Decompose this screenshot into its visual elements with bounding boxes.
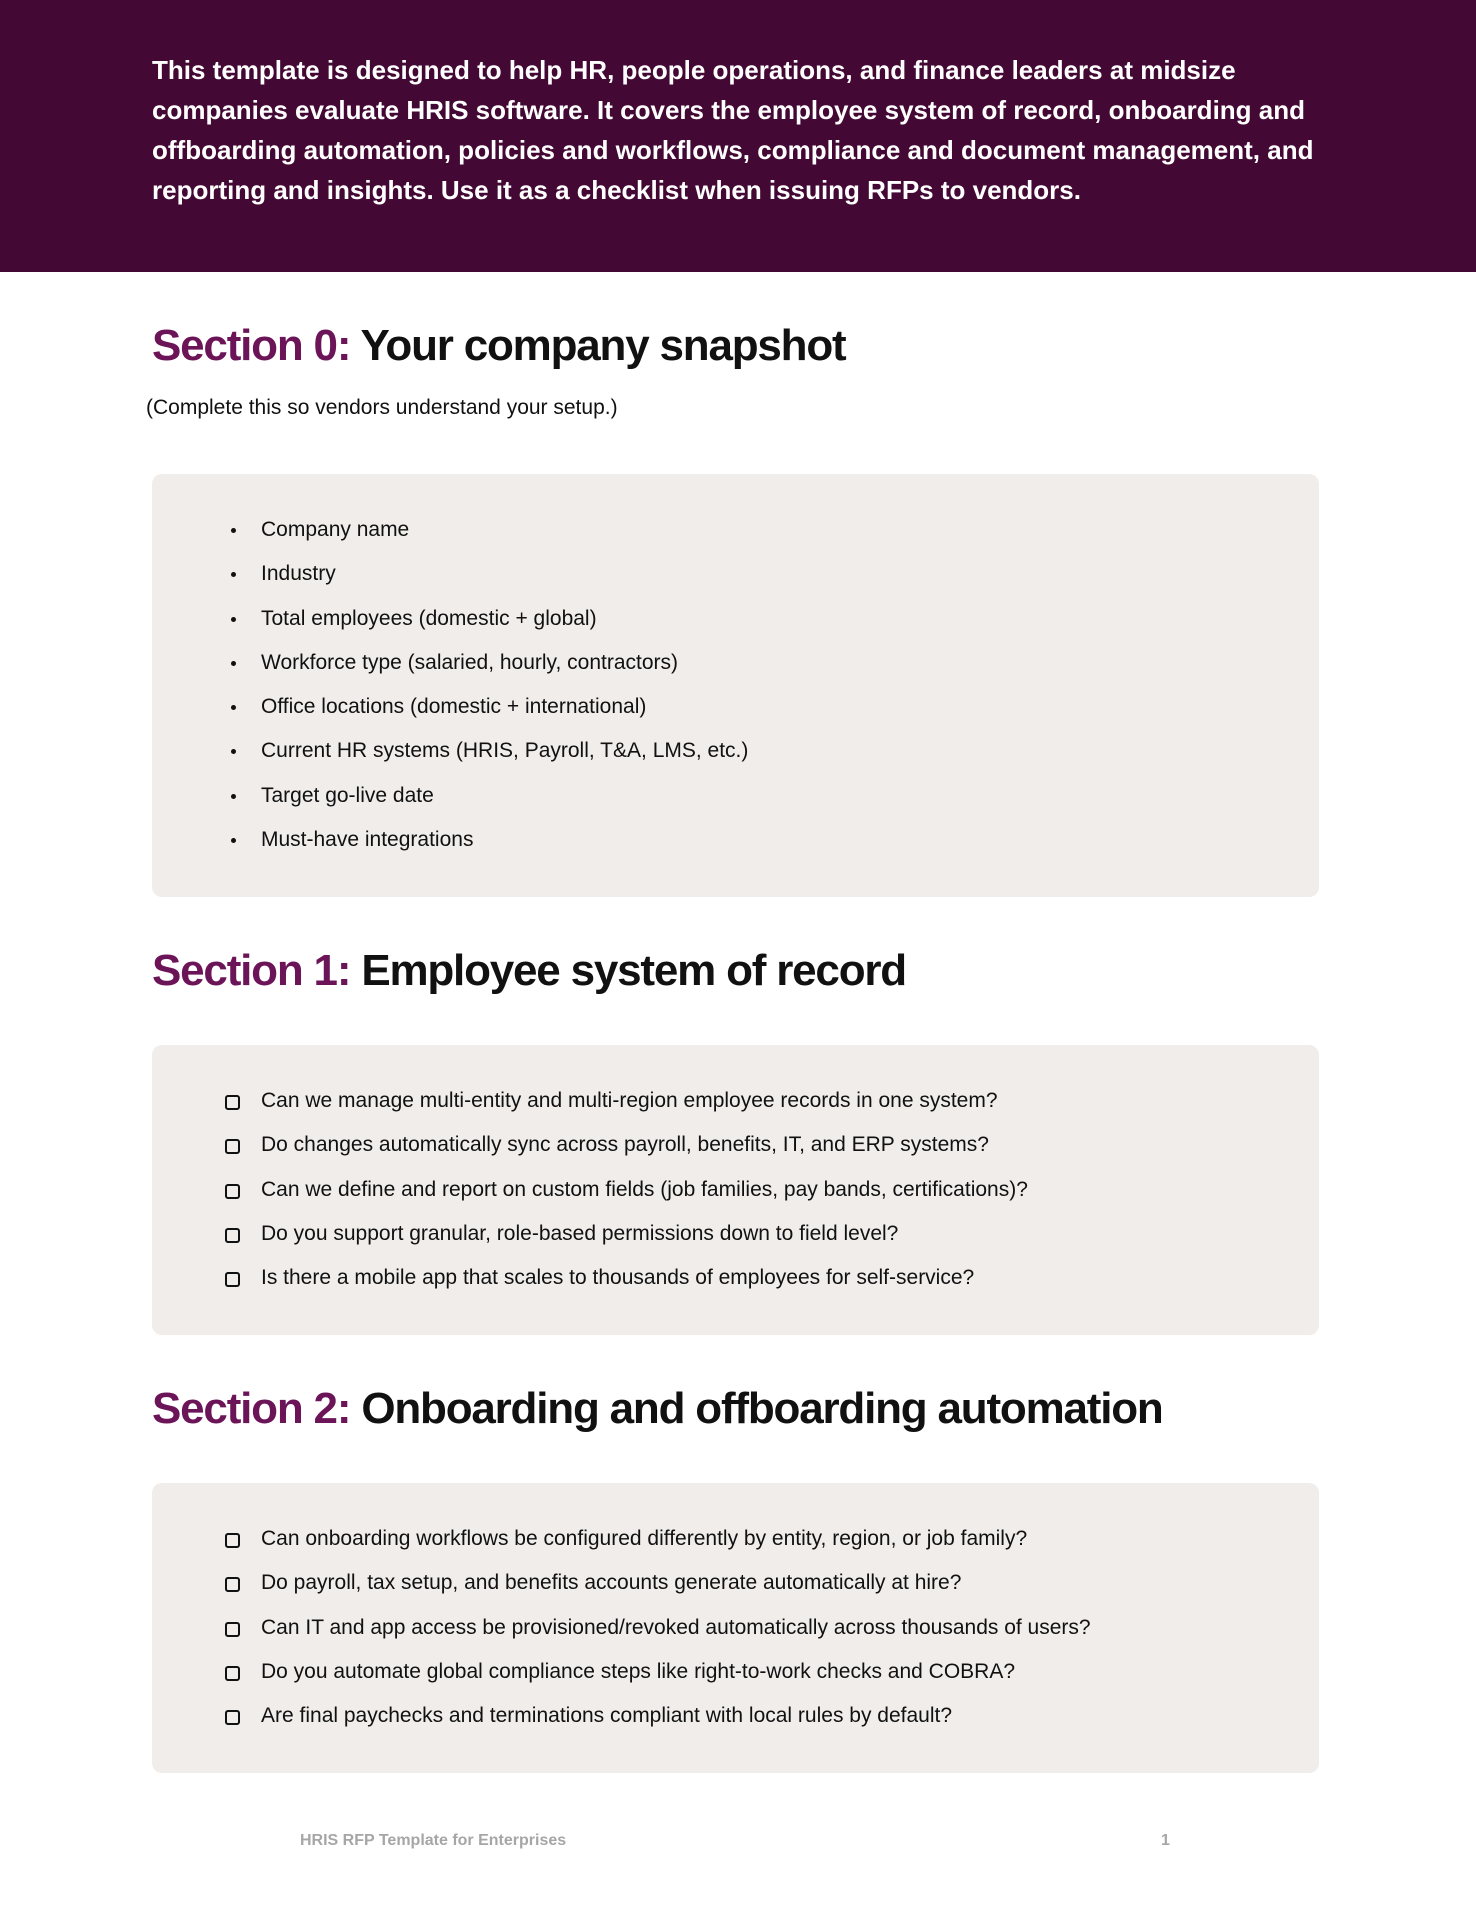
- checklist-item[interactable]: Do payroll, tax setup, and benefits accounts generate automatically at hire?: [152, 1566, 1319, 1610]
- section-1-heading: [152, 943, 906, 999]
- list-item: Office locations (domestic + international): [152, 690, 1319, 734]
- page-number: 1: [1161, 1832, 1170, 1849]
- checkbox-icon[interactable]: [225, 1095, 240, 1110]
- list-item: Company name: [152, 513, 1319, 557]
- checklist-item[interactable]: Are final paychecks and terminations compliant with local rules by default?: [152, 1699, 1319, 1743]
- section-2-heading: [152, 1381, 1163, 1437]
- checklist-item[interactable]: Do you automate global compliance steps like right-to-work checks and COBRA?: [152, 1655, 1319, 1699]
- system-of-record-checklist: [152, 1084, 1319, 1305]
- bullet-icon: [231, 705, 236, 710]
- section-1-title: Employee system of record: [361, 946, 906, 995]
- section-2-number: Section 2:: [152, 1384, 351, 1433]
- footer-title: HRIS RFP Template for Enterprises: [300, 1832, 567, 1849]
- intro-paragraph: This template is designed to help HR, people operations, and finance leaders at midsize companies evaluate HRIS software. It covers the employee system of record, onboarding and offboarding automation, policies and workflows, compliance and document management, and reporting and insights. Use it as a checklist when issuing RFPs to vendors.: [152, 55, 1314, 205]
- checklist-item[interactable]: Can onboarding workflows be configured differently by entity, region, or job family?: [152, 1522, 1319, 1566]
- list-item: Total employees (domestic + global): [152, 602, 1319, 646]
- checkbox-icon[interactable]: [225, 1710, 240, 1725]
- checkbox-icon[interactable]: [225, 1184, 240, 1199]
- list-item: Workforce type (salaried, hourly, contractors): [152, 646, 1319, 690]
- checkbox-icon[interactable]: [225, 1139, 240, 1154]
- bullet-icon: [231, 572, 236, 577]
- bullet-icon: [231, 661, 236, 666]
- bullet-icon: [231, 528, 236, 533]
- checkbox-icon[interactable]: [225, 1228, 240, 1243]
- onboarding-checklist: [152, 1522, 1319, 1743]
- checklist-item[interactable]: Do changes automatically sync across payroll, benefits, IT, and ERP systems?: [152, 1128, 1319, 1172]
- section-0-heading: [152, 318, 845, 374]
- section-1-card: [152, 1045, 1319, 1335]
- bullet-icon: [231, 749, 236, 754]
- checklist-item[interactable]: Can we manage multi-entity and multi-region employee records in one system?: [152, 1084, 1319, 1128]
- list-item: Target go-live date: [152, 779, 1319, 823]
- bullet-icon: [231, 838, 236, 843]
- checkbox-icon[interactable]: [225, 1666, 240, 1681]
- section-0-title: Your company snapshot: [360, 321, 846, 370]
- checklist-item[interactable]: Is there a mobile app that scales to thousands of employees for self-service?: [152, 1261, 1319, 1305]
- list-item: Industry: [152, 557, 1319, 601]
- checkbox-icon[interactable]: [225, 1272, 240, 1287]
- section-2-title: Onboarding and offboarding automation: [361, 1384, 1163, 1433]
- bullet-icon: [231, 617, 236, 622]
- section-0-note: (Complete this so vendors understand your setup.): [146, 396, 618, 419]
- checkbox-icon[interactable]: [225, 1533, 240, 1548]
- checkbox-icon[interactable]: [225, 1577, 240, 1592]
- section-0-number: Section 0:: [152, 321, 351, 370]
- section-1-number: Section 1:: [152, 946, 351, 995]
- list-item: Must-have integrations: [152, 823, 1319, 867]
- company-snapshot-list: [152, 513, 1319, 867]
- checklist-item[interactable]: Do you support granular, role-based permissions down to field level?: [152, 1217, 1319, 1261]
- section-0-card: [152, 474, 1319, 897]
- section-2-card: [152, 1483, 1319, 1773]
- bullet-icon: [231, 794, 236, 799]
- checkbox-icon[interactable]: [225, 1622, 240, 1637]
- list-item: Current HR systems (HRIS, Payroll, T&A, LMS, etc.): [152, 734, 1319, 778]
- checklist-item[interactable]: Can IT and app access be provisioned/revoked automatically across thousands of users?: [152, 1611, 1319, 1655]
- checklist-item[interactable]: Can we define and report on custom fields (job families, pay bands, certifications)?: [152, 1173, 1319, 1217]
- header-band: [0, 0, 1476, 272]
